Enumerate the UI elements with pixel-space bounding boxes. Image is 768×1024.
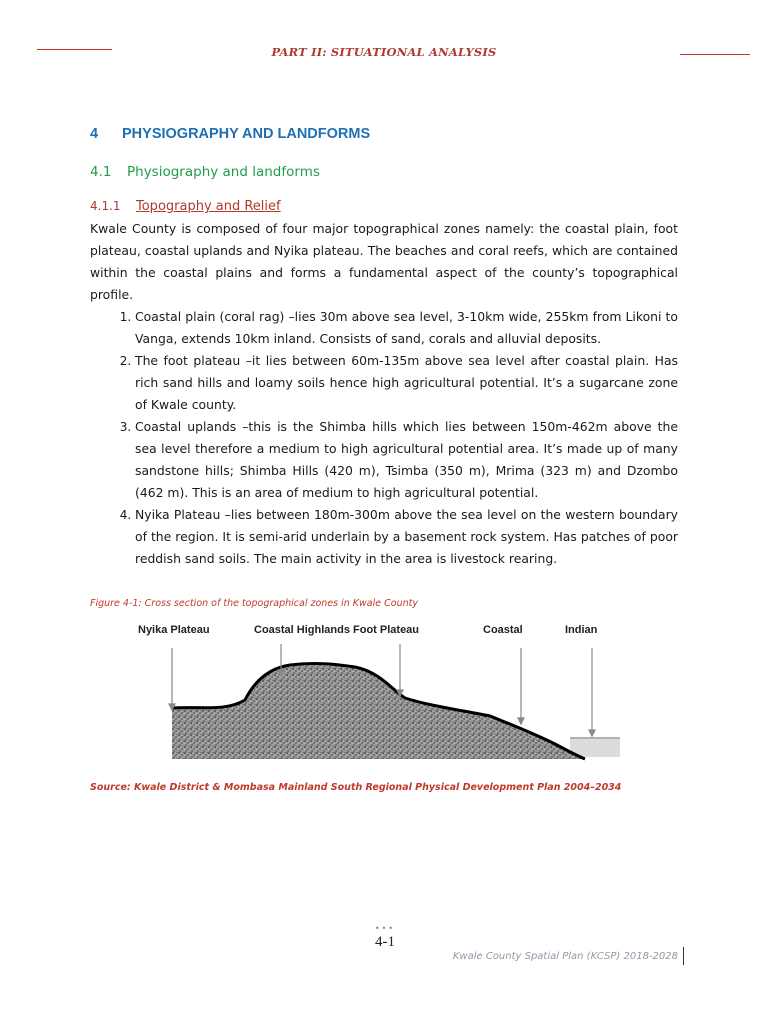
header-title: PART II: SITUATIONAL ANALYSIS	[271, 45, 497, 59]
subsubsection-heading	[90, 199, 281, 214]
figure-caption: Figure 4-1: Cross section of the topographical zones in Kwale County	[90, 598, 418, 609]
subsubsection-title: Topography and Relief	[136, 199, 281, 214]
list-item: 3. Coastal uplands –this is the Shimba hills which lies between 150m-462m above the sea level therefore a medium to high agricultural potential area. It’s made up of many sandstone hills; Shimba Hills (420 m), Tsimba (350 m), Mrima (323 m) and Dzombo (462 m). This is an area of medium to high agricultural potential.	[135, 416, 678, 504]
subsubsection-number: 4.1.1	[90, 199, 121, 213]
subsection-heading	[90, 164, 320, 180]
section-heading	[90, 126, 370, 142]
page-dots: •••	[374, 924, 396, 933]
section-title: PHYSIOGRAPHY AND LANDFORMS	[122, 126, 371, 142]
section-number: 4	[90, 126, 99, 142]
subsection-title: Physiography and landforms	[127, 164, 320, 180]
intro-paragraph: Kwale County is composed of four major topographical zones namely: the coastal plain, foot plateau, coastal uplands and Nyika plateau. The beaches and coral reefs, which are contained within the coastal plains and forms a fundamental aspect of the county’s topographical profile.	[90, 221, 678, 302]
cross-section-diagram	[130, 620, 620, 765]
subsection-number: 4.1	[90, 164, 112, 180]
body-text	[90, 218, 678, 570]
zone-list	[90, 306, 678, 570]
cross-section-figure	[130, 620, 620, 765]
list-item: 4. Nyika Plateau –lies between 180m-300m above the sea level on the western boundary of the region. It is semi-arid underlain by a basement rock system. Has patches of poor reddish sand soils. The main activity in the area is livestock rearing.	[135, 504, 678, 570]
list-item: 2. The foot plateau –it lies between 60m-135m above sea level after coastal plain. Has rich sand hills and loamy soils hence high agricultural potential. It’s a sugarcane zone of Kwale county.	[135, 350, 678, 416]
label-coastal-highlands: Coastal Highlands Foot Plateau	[254, 624, 420, 636]
header-rule-right	[680, 54, 750, 55]
figure-source: Source: Kwale District & Mombasa Mainland South Regional Physical Development Plan 2004–2034	[90, 782, 622, 793]
footer-divider	[683, 947, 684, 965]
label-indian: Indian	[565, 624, 598, 636]
label-coastal: Coastal	[483, 624, 523, 636]
label-nyika-plateau: Nyika Plateau	[138, 624, 210, 636]
footer-doc-title: Kwale County Spatial Plan (KCSP) 2018-2028	[452, 951, 678, 962]
page-number: 4-1	[375, 934, 395, 950]
list-item: 1. Coastal plain (coral rag) –lies 30m above sea level, 3-10km wide, 255km from Likoni to Vanga, extends 10km inland. Consists of sand, corals and alluvial deposits.	[135, 306, 678, 350]
